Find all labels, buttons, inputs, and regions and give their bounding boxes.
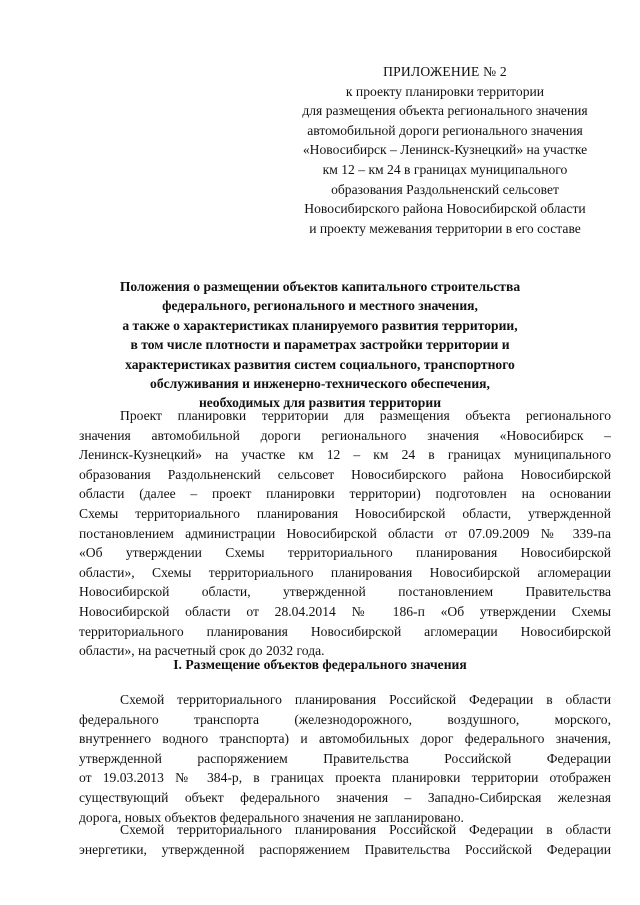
title-line: необходимых для развития территории bbox=[198, 395, 442, 411]
paragraph-line: области», Схемы территориального планирования Новосибирской агломерации bbox=[79, 564, 611, 580]
paragraph-line: утвержденной распоряжением Правительства Российской Федерации bbox=[79, 750, 611, 766]
paragraph-line: области (далее – проект планировки территории) подготовлен на основании bbox=[79, 486, 611, 502]
appendix-line: автомобильной дороги регионального значения bbox=[307, 122, 583, 138]
paragraph-line: существующий объект федерального значения – Западно-Сибирская железная bbox=[79, 789, 611, 805]
appendix-line: «Новосибирск – Ленинск-Кузнецкий» на участке bbox=[302, 142, 588, 158]
section-heading: I. Размещение объектов федерального значения bbox=[173, 657, 467, 672]
paragraph-line: энергетики, утвержденной распоряжением Правительства Российской Федерации bbox=[79, 841, 611, 857]
paragraph-line: Проект планировки территории для размещения объекта регионального bbox=[120, 408, 611, 423]
paragraph-line: Схемой территориального планирования Российской Федерации в области bbox=[120, 692, 611, 707]
paragraph-line: Новосибирской области, утвержденной постановлением Правительства bbox=[79, 584, 611, 600]
paragraph-line: Схемы территориального планирования Новосибирской области, утвержденной bbox=[79, 505, 611, 521]
appendix-header bbox=[280, 62, 610, 238]
paragraph-line: «Об утверждении Схемы территориального планирования Новосибирской bbox=[79, 545, 611, 561]
paragraph-line: Схемой территориального планирования Российской Федерации в области bbox=[120, 822, 611, 837]
paragraph-line: области», на расчетный срок до 2032 года. bbox=[79, 643, 325, 659]
appendix-line: образования Раздольненский сельсовет bbox=[331, 181, 559, 197]
appendix-line: для размещения объекта регионального значения bbox=[302, 103, 588, 119]
title-line: а также о характеристиках планируемого развития территории, bbox=[122, 317, 518, 333]
title-line: характеристиках развития систем социального, транспортного bbox=[125, 356, 515, 372]
paragraph-line: Ленинск-Кузнецкий» на участке км 12 – км 24 в границах муниципального bbox=[79, 447, 611, 463]
appendix-line: Новосибирского района Новосибирской области bbox=[304, 201, 586, 217]
title-line: Положения о размещении объектов капитального строительства bbox=[119, 279, 521, 294]
paragraph-line: территориального планирования Новосибирской агломерации Новосибирской bbox=[79, 623, 611, 639]
title-line: в том числе плотности и параметрах застройки территории и bbox=[130, 337, 510, 353]
paragraph-line: от 19.03.2013 № 384-р, в границах проекта планировки территории отображен bbox=[79, 770, 611, 786]
paragraph-line: Новосибирской области от 28.04.2014 № 186-п «Об утверждении Схемы bbox=[79, 603, 611, 619]
paragraph-line: дорога, новых объектов федерального значения не запланировано. bbox=[79, 809, 464, 825]
paragraph-line: значения автомобильной дороги регионального значения «Новосибирск – bbox=[79, 427, 611, 443]
paragraph-line: образования Раздольненский сельсовет Новосибирского района Новосибирской bbox=[79, 466, 611, 482]
title-line: федерального, регионального и местного значения, bbox=[162, 298, 478, 314]
paragraph-federal-transport bbox=[79, 690, 611, 827]
paragraph-energy bbox=[79, 820, 611, 859]
appendix-title: ПРИЛОЖЕНИЕ № 2 bbox=[383, 64, 507, 79]
paragraph-intro bbox=[79, 406, 611, 661]
paragraph-line: федерального транспорта (железнодорожного, воздушного, морского, bbox=[79, 711, 611, 727]
paragraph-line: постановлением администрации Новосибирской области от 07.09.2009 № 339-па bbox=[79, 525, 611, 541]
title-line: обслуживания и инженерно-технического обеспечения, bbox=[150, 376, 490, 392]
appendix-line: к проекту планировки территории bbox=[345, 83, 545, 99]
document-title bbox=[70, 277, 570, 413]
paragraph-line: внутреннего водного транспорта) и автомобильных дорог федерального значения, bbox=[79, 731, 611, 747]
appendix-line: км 12 – км 24 в границах муниципального bbox=[322, 161, 568, 177]
appendix-line: и проекту межевания территории в его составе bbox=[309, 220, 581, 236]
